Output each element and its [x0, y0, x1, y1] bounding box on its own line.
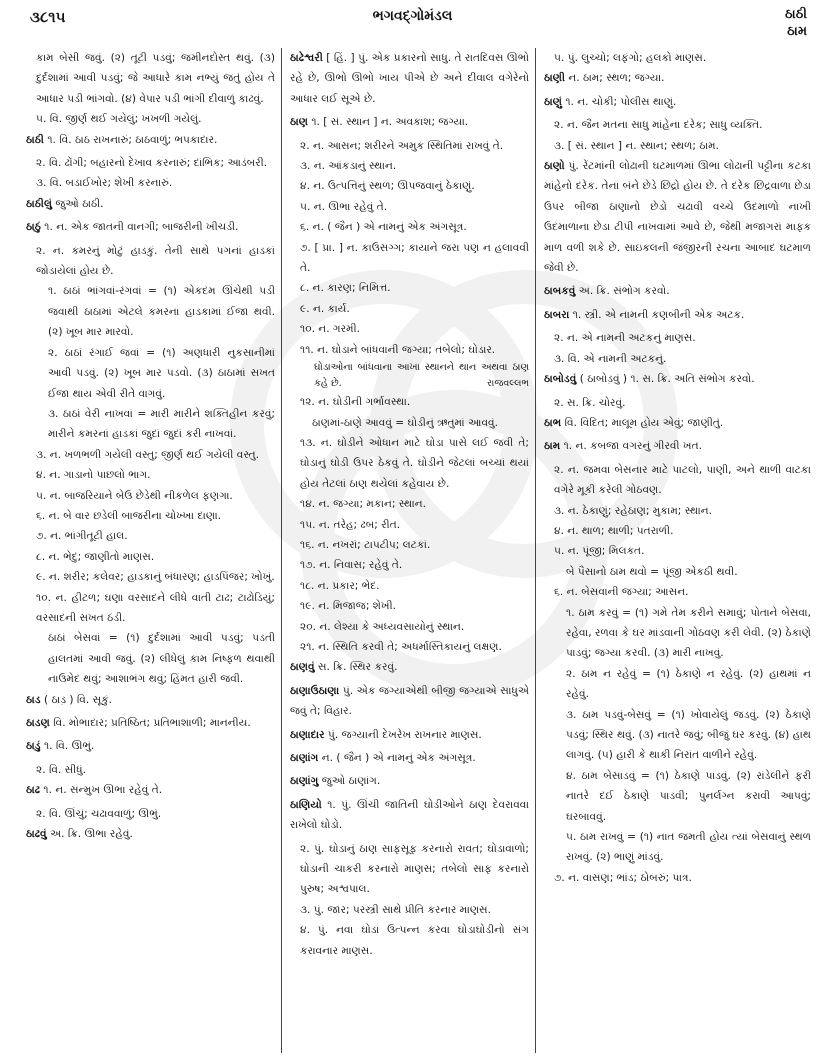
headword: ઠાણાંગુ [290, 775, 319, 788]
sense-definition: ૩. ન. ખળભળી ગયેલી વસ્તુ; જીર્ણ થઈ ગયેલી વસ્તુ. [36, 448, 260, 461]
headword: ઠાડણ [26, 717, 50, 729]
headword: ઠામ [544, 440, 561, 453]
dictionary-entry [290, 112, 529, 132]
headword: ઠાબરા [544, 308, 570, 321]
sense-definition: ૩. વિ. બડાઈખોર; શેખી કરનારું. [36, 177, 173, 190]
dictionary-entry [544, 305, 811, 325]
sense-definition: ૯. ન. કાર્ય. [300, 302, 350, 315]
definition: ૧. ન. ચોકી; પોલીસ થાણું. [562, 95, 677, 108]
headword: ઠાણ [290, 116, 308, 129]
definition: ૧. ન. કબજા વગરનું ગીરવી ખત. [560, 440, 703, 453]
headword: ઠાઢ [26, 784, 41, 797]
definition: પું. એક જગ્યાએથી બીજી જગ્યાએ સાધુએ જવું તે; વિહાર. [290, 684, 529, 718]
sense-definition: ૬. ન. ( જૈન ) એ નામનું એક અંગસૂત્ર. [300, 221, 467, 234]
definition: જુઓ ઠાઠી. [51, 197, 104, 210]
headword: ઠાણિયો [290, 798, 322, 811]
dictionary-entry [544, 92, 811, 112]
dictionary-entry [26, 130, 275, 150]
column-3 [536, 48, 817, 1053]
headword: ઠાઢવું [26, 828, 47, 841]
headword: ઠાઠું [26, 221, 41, 234]
dictionary-entry [290, 48, 529, 109]
sense-definition: ૩. ન. આંકડાનું સ્થાન. [300, 160, 397, 173]
sense-definition: ૪. ન. ઉત્પત્તિનું સ્થળ; ઊપજવાનું ઠેકાણું. [300, 180, 475, 193]
dictionary-entry [26, 824, 275, 844]
sense-definition: ૫. ન. બાજરિયાને બેઉ છેડેથી નીકળેલ ફણગા. [36, 489, 233, 502]
sense-definition: ૧૦. ન. ગરમી. [300, 323, 361, 336]
headword: ઠાણી [544, 72, 566, 85]
idiom-phrase: ૨. ઠાઠાં રંગાઈ જવાં = (૧) અણધારી નુકસાનીમાં આવી પડવું. (૨) ખૂબ માર પડવો. (૩) ઠાઠામાં સખત ઈજા થાય એવી રીતે વાગવું. [48, 346, 275, 400]
headword: ઠાણું [544, 95, 562, 108]
dictionary-entry [290, 771, 529, 791]
sense-definition: ૨. ન. એ નામની અટકનું માણસ. [554, 332, 696, 345]
sense-definition: ૪. ન. થાળ; થાળી; પતરાળી. [554, 524, 674, 537]
dictionary-entry [544, 281, 811, 301]
idiom-phrase: ઠાણમાં-ઠાણે આવવું = ઘોડીનું ઋતુમાં આવવું. [312, 416, 499, 429]
definition: ( ઠાડ઼ ) વિ. સૂકું. [40, 693, 113, 706]
definition: અ. ક્રિ. ઊભા રહેવું. [46, 828, 133, 841]
dictionary-entry [290, 657, 529, 677]
sense-definition: ૨. ન. કમરનું મોટું હાડકું. તેની સાથે પગનાં હાડકાં જોડાયેલાં હોય છે. [36, 244, 275, 278]
sense-definition: ૨૦. ન. લેશ્યા કે અધ્યવસાયોનું સ્થાન. [300, 620, 465, 633]
definition: ૧. વિ. ઠાઠ રાખનારું; ઠાઠવાળું; ભપકાદાર. [43, 133, 218, 146]
quotation-text: ઘોડાઓના બાંધવાના આખા સ્થાનને થાન અથવા ઠાણ કહે છે. [314, 362, 529, 390]
dictionary-entry [26, 217, 275, 237]
sense-definition: ૫. વિ. જીર્ણ થઈ ગયેલું; ખખળી ગયેલું. [36, 113, 202, 126]
definition: ૧. ન. સન્મુખ ઊભા રહેવું તે. [40, 784, 163, 797]
definition: પું. રેંટમાંની લોઢાની ઘટમાળમાં ઊભા લોઢાની પટ્ટીના કટકા માંહેનો દરેક. તેના બંને છેડે છિદ્રો હોય છે. તે દરેક છિદ્રવાળા છેડા ઉપર બીજા ઠાણાનો છેડો ચઢાવી વચ્ચે ઉદમાળો નાખી ઉદમાળાના છેડા ટીપી નાખવામાં આવે છે, જેથી મજાગરાં માફક માળ વળી શકે છે. સાઇકલની જંજીરની રચના આબાદ ઘટમાળ જેવી છે. [544, 160, 811, 275]
sense-definition: ૨. સ. ક્રિ. ચોરવું. [554, 396, 626, 409]
headword: ઠાઢેશ્વરી [290, 52, 323, 64]
idiom-phrase: ૪. ઠામ બેસાડવું = (૧) ઠેકાણે પાડવું. (૨) રાંડેલીને ફરી નાતરે દઈ ઠેકાણે પાડવી; પુનર્લગ્ન કરાવી આપવું; ઘરબાવવું. [566, 769, 811, 823]
dictionary-columns [22, 48, 817, 1053]
definition: ૧. ન. એક જાતની વાનગી; બાજરીની ખીચડી. [40, 221, 239, 234]
headword: ઠાબોડવું [544, 373, 577, 386]
sense-definition: ૪. પું. નવા ઘોડા ઉત્પન્ન કરવા ઘોડાઘોડીનો સંગ કરાવનાર માણસ. [300, 924, 529, 957]
sense-definition: ૧૨. ન. ઘોડીની ગર્ભાવસ્થા. [300, 396, 411, 409]
dictionary-entry [544, 369, 811, 389]
sense-definition: ૯. ન. શરીર; કલેવર; હાડકાનું બંધારણ; હાડપિંજર; ખોખું. [36, 571, 275, 584]
definition: [ હિં. ] પું. એક પ્રકારનો સાધુ. તે રાતદિવસ ઊભો રહે છે, ઊભો ઊભો ખાય પીએ છે અને દીવાલ વગેરેનો આધાર લઈ સૂએ છે. [290, 52, 529, 105]
quotation [290, 360, 529, 392]
definition: ૧. સ્ત્રી. એ નામની કણબીની એક અટક. [569, 308, 745, 321]
idiom-phrase: ઠાઠાં બેસવાં = (૧) દુર્દશામાં આવી પડવું; પડતી હાલતમાં આવી જવું. (૨) લીધેલું કામ નિષ્ફળ થવાથી નાઉમેદ થવું; આશાભંગ થવું; હિંમત હારી જવી. [48, 632, 275, 686]
sense-definition: ૧૮. ન. પ્રકાર; ભેદ. [300, 579, 380, 592]
sense-definition: ૧૧. ન. ઘોડાને બાંધવાની જગ્યા; તબેલો; ઘોડાર. [300, 343, 496, 356]
sense-definition: કામ બેસી જવું. (૨) તૂટી પડવું; જમીનદોસ્ત થવું. (૩) દુર્દશામાં આવી પડવું; જે આધારે કામ નભ્યું જતું હોય તે આધાર પડી ભાંગવો. (૪) વેપાર પડી ભાંગી દીવાળું કાઢવું. [36, 52, 275, 105]
sense-definition: ૪. ન. ગાડાનો પાછલો ભાગ. [36, 469, 151, 482]
definition: ૧. વિ. ઊભું. [40, 740, 95, 753]
idiom-phrase: ૧. ઠાઠાં ભાંગવાં-રંગવાં = (૧) એકદમ ઊંચેથી પડી જવાથી ઠાઠામાં એટલે કમરના હાડકામાં ઈજા થવી. (૨) ખૂબ માર મારવો. [48, 285, 275, 339]
sense-definition: ૨. ન. આસન; શરીરને અમુક સ્થિતિમાં રાખવું તે. [300, 139, 504, 152]
sense-definition: ૧૪. ન. જગ્યા; મકાન; સ્થાન. [300, 498, 427, 511]
idiom-phrase: ૫. ઠામ રાખવું = (૧) નાત જમતી હોય ત્યાં બેસવાનું સ્થળ રાખવું. (૨) ભાણું માંડવું. [566, 831, 811, 864]
sense-definition: ૨. ન. જૈન મતના સાધુ માંહેના દરેક; સાધુ વ્યક્તિ. [554, 119, 763, 132]
sense-definition: ૨. ન. જમવા બેસનાર માટે પાટલો, પાણી, અને થાળી વાટકા વગેરે મૂકી કરેલી ગોઠવણ. [554, 463, 811, 497]
definition: વિ. વિદિત; માલૂમ હોય એવું; જાણીતું. [561, 416, 724, 429]
headword: ઠાણાદાર [290, 728, 325, 741]
sense-definition: ૫. ન. પૂંજી; મિલકત. [554, 545, 645, 558]
guide-word-first: ઠાઠી [784, 7, 807, 22]
dictionary-entry [290, 681, 529, 722]
sense-definition: ૮. ન. કારણ; નિમિત્ત. [300, 282, 391, 295]
citation-source: રાજવલ્લભ [487, 378, 529, 390]
dictionary-entry [290, 725, 529, 745]
sense-definition: ૧૬. ન. નખરાં; ટાપટીપ; લટકાં. [300, 538, 431, 551]
sense-definition: ૭. ન. વાસણ; ભાંડ; ઠોબરું; પાત્ર. [554, 871, 692, 884]
sense-definition: ૨. વિ. ઊંચું; ચઢાવવાળું; ઊભું. [36, 807, 162, 820]
headword: ઠાણાઉઠાણા [290, 684, 340, 697]
sense-definition: ૨. વિ. ઢોંગી; બહારનો દેખાવ કરનારું; દાંભિક; આડંબરી. [36, 157, 268, 170]
definition: વિ. મોભાદાર; પ્રતિષ્ઠિત; પ્રતિભાશાળી; માનનીય. [49, 717, 251, 729]
dictionary-entry [26, 713, 275, 733]
running-title: ભગવદ્ગોમંડલ [372, 8, 453, 24]
sense-definition: ૨. પું. ઘોડાનું ઠાણ સાફસૂફ કરનારો રાવત; ઘોડાવાળો; ઘોડાની ચાકરી કરનારો માણસ; તબેલો સાફ કરનારો પુરુષ; અશ્વપાલ. [300, 842, 529, 896]
sense-definition: ૬. ન. બેસવાની જગ્યા; આસન. [554, 586, 689, 599]
sense-definition: ૨૧. ન. સ્થિતિ કરવી તે; અધર્માસ્તિકાયનું લક્ષણ. [300, 640, 502, 653]
definition: પું. જગ્યાની દેખરેખ રાખનાર માણસ. [324, 728, 482, 741]
dictionary-entry [290, 795, 529, 836]
dictionary-entry [26, 194, 275, 214]
sense-definition: ૩. વિ. એ નામની અટકનું. [554, 352, 667, 365]
guide-words [785, 6, 807, 40]
definition: ૧. પું. ઊંચી જાતિની ઘોડીઓને ઠાણ દેવરાવવા રાખેલો ઘોડો. [290, 798, 529, 832]
definition: ( ઠાબોડ઼વું ) ૧. સ. ક્રિ. અતિ સંભોગ કરવો. [576, 373, 755, 386]
idiom-phrase: ૧. ઠામ કરવું = (૧) ગમે તેમ કરીને સમાવું; પોતાને બેસવા, રહેવા, રળવા કે ઘર માંડવાની ગોઠવણ કરી લેવી. (૨) ઠેકાણે પાડવું; જગ્યા કરવી. (૩) મારી નાખવું. [566, 606, 811, 660]
sense-definition: ૧૩. ન. ઘોડીને ઓધાન માટે ઘોડા પાસે લઈ જવી તે; ઘોડાનું ઘોડી ઉપર ઠેકવું તે. ઘોડીને જેટલાં બચ્ચાં થયાં હોય તેટલાં ઠાણ થયેલાં કહેવાય છે. [300, 436, 529, 490]
headword: ઠાણાંગ [290, 752, 319, 764]
definition: અ. ક્રિ. સંભોગ કરવો. [575, 285, 670, 298]
sense-definition: ૫. ન. ઊભા રહેવું તે. [300, 200, 388, 213]
page-header [0, 0, 825, 52]
dictionary-entry [544, 156, 811, 278]
headword: ઠાણો [544, 160, 565, 173]
idiom-phrase: ૩. ઠાઠાં વેરી નાખવાં = મારી મારીને શક્તિહીન કરવું; મારીને કમરનાં હાડકાં જુદાં જુદાં કરી નાખવાં. [48, 407, 275, 441]
dictionary-entry [544, 436, 811, 456]
sense-definition: ૧૦. ન. હીટળ; ઘણા વરસાદને લીધે વાતી ટાઢ; ટાઢોડિયું; વરસાદની સખત ઠંડી. [36, 591, 275, 624]
sense-definition: ૧૭. ન. નિવાસ; રહેવું તે. [300, 559, 403, 572]
sense-definition: ૩. ન. ઠેકાણું; રહેઠાણ; મુકામ; સ્થાન. [554, 504, 712, 517]
dictionary-entry [26, 690, 275, 710]
sense-definition: ૭. ન. ભાંગીતૂટી હાલ. [36, 530, 128, 543]
guide-word-last: ઠામ [787, 24, 807, 39]
idiom-phrase: બે પૈસાનો ઠામ થવો = પૂંજી એકઠી થવી. [566, 565, 738, 578]
sense-definition: ૧૫. ન. તરેહ; ઢબ; રીત. [300, 518, 401, 531]
page-number: ૩૮૧૫ [30, 8, 66, 26]
dictionary-entry [26, 780, 275, 800]
column-2 [281, 48, 536, 1053]
headword: ઠાઠીલું [26, 197, 52, 210]
sense-definition: ૩. પું. જાર; પરસ્ત્રી સાથે પ્રીતિ કરનાર માણસ. [300, 903, 491, 916]
idiom-phrase: ૨. ઠામ ન રહેવું = (૧) ઠેકાણે ન રહેવું. (૨) હાથમાં ન રહેવું. [566, 667, 811, 701]
sense-definition: ૩. [ સં. સ્થાન ] ન. સ્થાન; સ્થળ; ઠામ. [554, 139, 719, 152]
sense-definition: ૧૯. ન. મિજાજ; શેખી. [300, 600, 397, 613]
sense-definition: ૮. ન. ભેદુ; જાણીતો માણસ. [36, 550, 155, 563]
headword: ઠાબકવું [544, 285, 576, 298]
definition: જુઓ ઠાણાંગ. [318, 775, 381, 788]
headword: ઠાણવું [290, 661, 315, 674]
definition: ન. ઠામ; સ્થળ; જગ્યા. [565, 72, 665, 85]
sense-definition: ૨. વિ. સીધું. [36, 763, 87, 776]
dictionary-entry [544, 68, 811, 88]
headword: ઠાઠી [26, 133, 44, 146]
dictionary-entry [544, 413, 811, 433]
headword: ઠાભ [544, 416, 562, 429]
dictionary-entry [26, 736, 275, 756]
definition: ન. ( જૈન ) એ નામનું એક અંગસૂત્ર. [318, 752, 476, 764]
sense-definition: ૭. [ પ્રા. ] ન. કાઉસગ્ગ; કાયાને જરા પણ ન હલાવવી તે. [300, 241, 529, 275]
idiom-phrase: ૩. ઠામ પડવું-બેસવું = (૧) ખોવાયેલું જડવું. (૨) ઠેકાણે પડવું; સ્થિર થવું. (૩) નાતરે જવું; બીજું ઘર કરવું. (૪) હાથ લાગવું. (૫) હારી કે થાકી નિરાંત વાળીને રહેવું. [566, 708, 811, 762]
sense-definition: ૬. ન. બે વાર છડેલી બાજરીના ચોખ્ખા દાણા. [36, 509, 222, 522]
sense-definition: ૫. પું. લુચ્ચો; લફંગો; હલકો માણસ. [554, 52, 707, 64]
dictionary-entry [290, 748, 529, 768]
definition: ૧. [ સં. સ્થાન ] ન. અવકાશ; જગ્યા. [308, 116, 469, 129]
definition: સ. ક્રિ. સ્થિર કરવું. [314, 661, 398, 674]
column-1 [22, 48, 281, 1053]
headword: ઠાડું [26, 740, 41, 753]
headword: ઠાડ [26, 693, 41, 706]
